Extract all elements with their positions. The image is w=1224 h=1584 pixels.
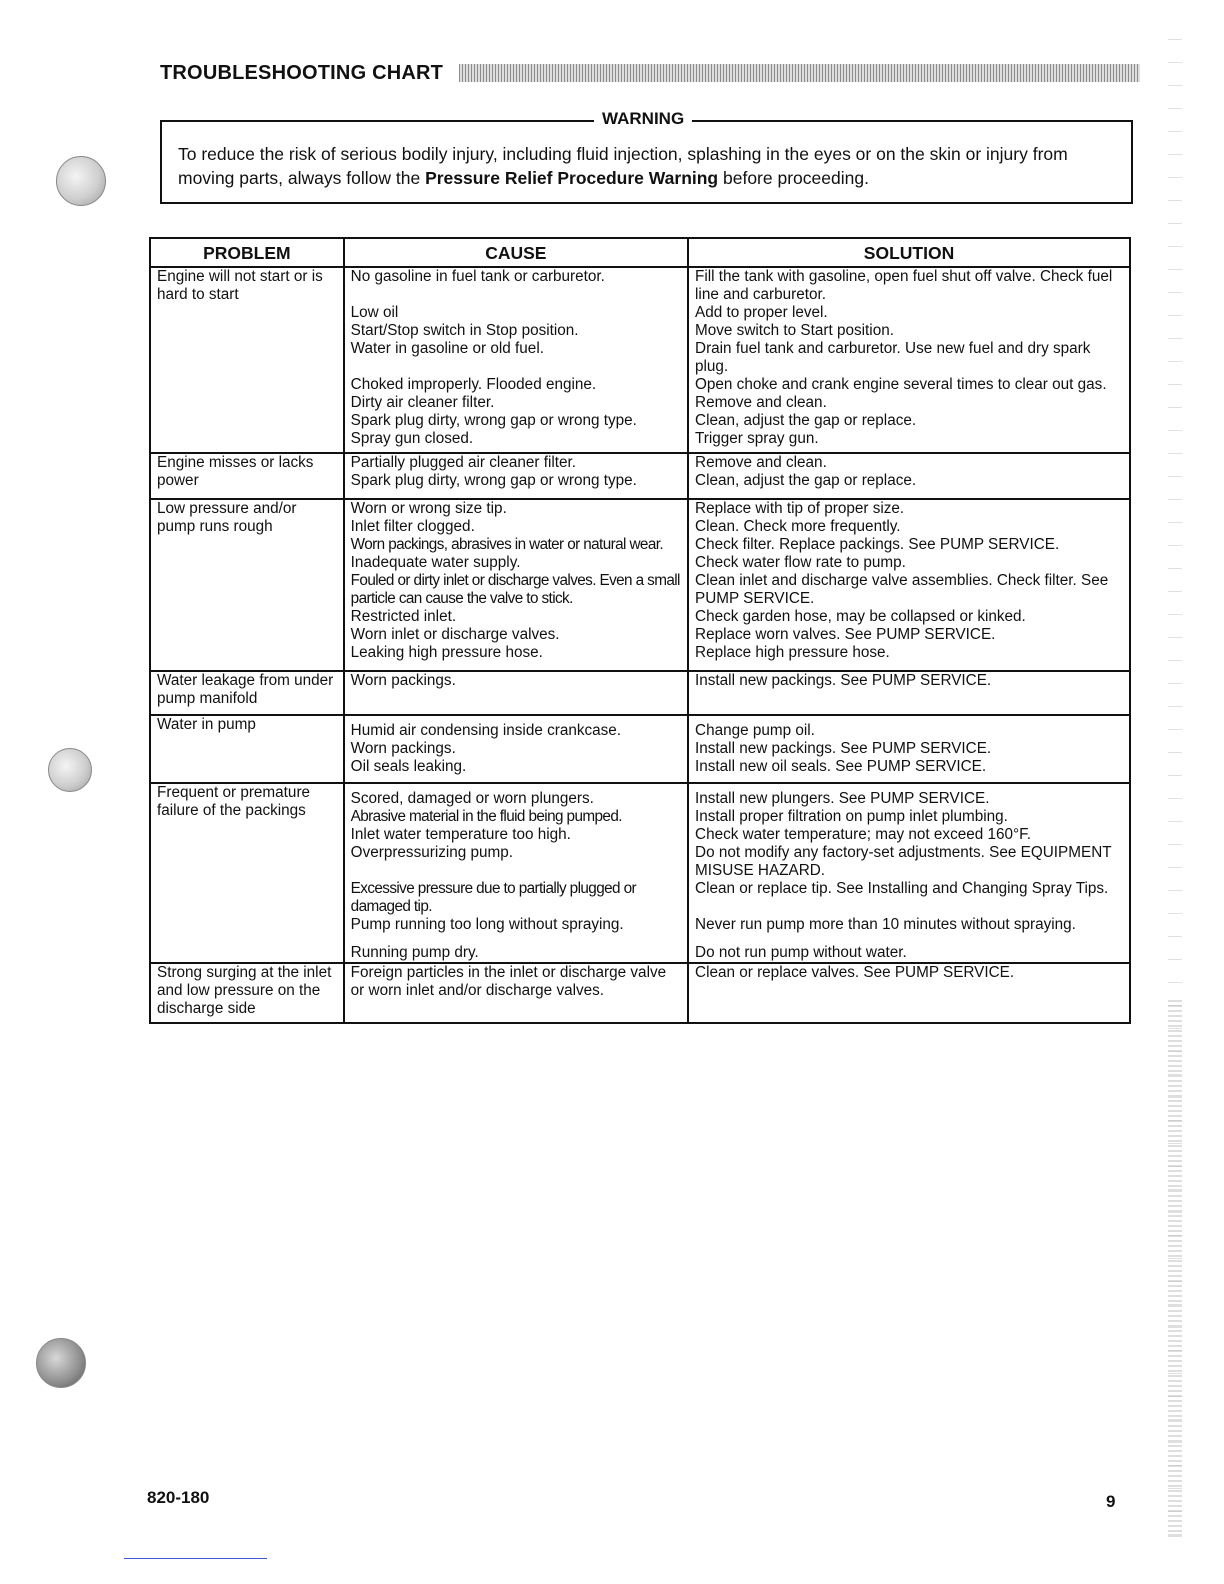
page-title: TROUBLESHOOTING CHART [160, 61, 444, 84]
cause-cell: Spark plug dirty, wrong gap or wrong type. [344, 412, 688, 430]
warning-text [178, 142, 1123, 190]
solution-cell: Clean inlet and discharge valve assemblies. Check filter. See PUMP SERVICE. [688, 572, 1130, 608]
solution-cell: Clean, adjust the gap or replace. [688, 472, 1130, 499]
table-header-row [150, 238, 1130, 267]
table-row [150, 453, 1130, 472]
solution-cell: Add to proper level. [688, 304, 1130, 322]
troubleshooting-table [149, 237, 1131, 1024]
warning-text-after: before proceeding. [718, 168, 869, 188]
cause-cell: Low oil [344, 304, 688, 322]
solution-cell: Fill the tank with gasoline, open fuel shut off valve. Check fuel line and carburetor. [688, 267, 1130, 304]
solution-cell: Remove and clean. [688, 453, 1130, 472]
solution-cell: Replace worn valves. See PUMP SERVICE. [688, 626, 1130, 644]
solution-cell: Check water flow rate to pump. [688, 554, 1130, 572]
solution-cell: Clean. Check more frequently. [688, 518, 1130, 536]
solution-cell: Clean or replace tip. See Installing and Changing Spray Tips. [688, 880, 1130, 916]
table-row [150, 715, 1130, 740]
solution-cell: Do not run pump without water. [688, 934, 1130, 963]
punch-hole-icon [36, 1338, 86, 1388]
cause-cell: Foreign particles in the inlet or discharge valve or worn inlet and/or discharge valves. [344, 963, 688, 1023]
problem-cell: Engine misses or lacks power [150, 453, 344, 499]
link-underline [124, 1558, 267, 1559]
cause-cell: Pump running too long without spraying. [344, 916, 688, 934]
cause-cell: Worn packings. [344, 671, 688, 715]
cause-cell: Spark plug dirty, wrong gap or wrong type. [344, 472, 688, 499]
cause-cell: Humid air condensing inside crankcase. [344, 715, 688, 740]
solution-cell: Replace high pressure hose. [688, 644, 1130, 671]
cause-cell: Worn or wrong size tip. [344, 499, 688, 518]
scan-edge-speckle-dark [1168, 1000, 1182, 1540]
page-number: 9 [1106, 1492, 1116, 1511]
solution-cell: Check garden hose, may be collapsed or kinked. [688, 608, 1130, 626]
warning-text-before: To reduce the risk of serious bodily injury, including fluid injection, splashing in the eyes or on the skin or injury from moving parts, always follow the [178, 144, 1068, 188]
solution-cell: Trigger spray gun. [688, 430, 1130, 453]
cause-cell: Restricted inlet. [344, 608, 688, 626]
problem-cell: Strong surging at the inlet and low pressure on the discharge side [150, 963, 344, 1023]
cause-cell: Excessive pressure due to partially plugged or damaged tip. [344, 880, 688, 916]
problem-cell: Frequent or premature failure of the packings [150, 783, 344, 963]
cause-cell: Inlet water temperature too high. [344, 826, 688, 844]
solution-cell: Install proper filtration on pump inlet plumbing. [688, 808, 1130, 826]
solution-cell: Never run pump more than 10 minutes without spraying. [688, 916, 1130, 934]
column-header-cause: CAUSE [344, 238, 688, 267]
cause-cell: No gasoline in fuel tank or carburetor. [344, 267, 688, 304]
cause-cell: Start/Stop switch in Stop position. [344, 322, 688, 340]
cause-cell: Running pump dry. [344, 934, 688, 963]
cause-cell: Choked improperly. Flooded engine. [344, 376, 688, 394]
cause-cell: Partially plugged air cleaner filter. [344, 453, 688, 472]
document-number: 820-180 [147, 1488, 210, 1507]
solution-cell: Clean, adjust the gap or replace. [688, 412, 1130, 430]
cause-cell: Worn inlet or discharge valves. [344, 626, 688, 644]
table-row [150, 783, 1130, 808]
cause-cell: Worn packings. [344, 740, 688, 758]
cause-cell: Fouled or dirty inlet or discharge valves. Even a small particle can cause the valve to stick. [344, 572, 688, 608]
solution-cell: Drain fuel tank and carburetor. Use new fuel and dry spark plug. [688, 340, 1130, 376]
cause-cell: Overpressurizing pump. [344, 844, 688, 880]
cause-cell: Inadequate water supply. [344, 554, 688, 572]
solution-cell: Replace with tip of proper size. [688, 499, 1130, 518]
column-header-problem: PROBLEM [150, 238, 344, 267]
cause-cell: Spray gun closed. [344, 430, 688, 453]
cause-cell: Worn packings, abrasives in water or natural wear. [344, 536, 688, 554]
problem-cell: Engine will not start or is hard to start [150, 267, 344, 453]
table-row [150, 963, 1130, 1023]
title-rule-bar [459, 64, 1140, 82]
solution-cell: Install new plungers. See PUMP SERVICE. [688, 783, 1130, 808]
cause-cell: Dirty air cleaner filter. [344, 394, 688, 412]
solution-cell: Remove and clean. [688, 394, 1130, 412]
cause-cell: Water in gasoline or old fuel. [344, 340, 688, 376]
solution-cell: Install new oil seals. See PUMP SERVICE. [688, 758, 1130, 783]
solution-cell: Move switch to Start position. [688, 322, 1130, 340]
solution-cell: Open choke and crank engine several times to clear out gas. [688, 376, 1130, 394]
table-row [150, 671, 1130, 715]
cause-cell: Abrasive material in the fluid being pumped. [344, 808, 688, 826]
problem-cell: Low pressure and/or pump runs rough [150, 499, 344, 671]
table-row [150, 499, 1130, 518]
cause-cell: Leaking high pressure hose. [344, 644, 688, 671]
cause-cell: Scored, damaged or worn plungers. [344, 783, 688, 808]
solution-cell: Do not modify any factory-set adjustments. See EQUIPMENT MISUSE HAZARD. [688, 844, 1130, 880]
title-row [160, 58, 1140, 88]
solution-cell: Check water temperature; may not exceed 160°F. [688, 826, 1130, 844]
solution-cell: Install new packings. See PUMP SERVICE. [688, 740, 1130, 758]
warning-label: WARNING [594, 108, 692, 130]
solution-cell: Install new packings. See PUMP SERVICE. [688, 671, 1130, 715]
problem-cell: Water in pump [150, 715, 344, 783]
warning-text-bold: Pressure Relief Procedure Warning [425, 168, 719, 188]
table-row [150, 267, 1130, 304]
solution-cell: Clean or replace valves. See PUMP SERVICE. [688, 963, 1130, 1023]
solution-cell: Check filter. Replace packings. See PUMP SERVICE. [688, 536, 1130, 554]
problem-cell: Water leakage from under pump manifold [150, 671, 344, 715]
cause-cell: Oil seals leaking. [344, 758, 688, 783]
punch-hole-icon [48, 748, 92, 792]
column-header-solution: SOLUTION [688, 238, 1130, 267]
solution-cell: Change pump oil. [688, 715, 1130, 740]
cause-cell: Inlet filter clogged. [344, 518, 688, 536]
punch-hole-icon [56, 156, 106, 206]
